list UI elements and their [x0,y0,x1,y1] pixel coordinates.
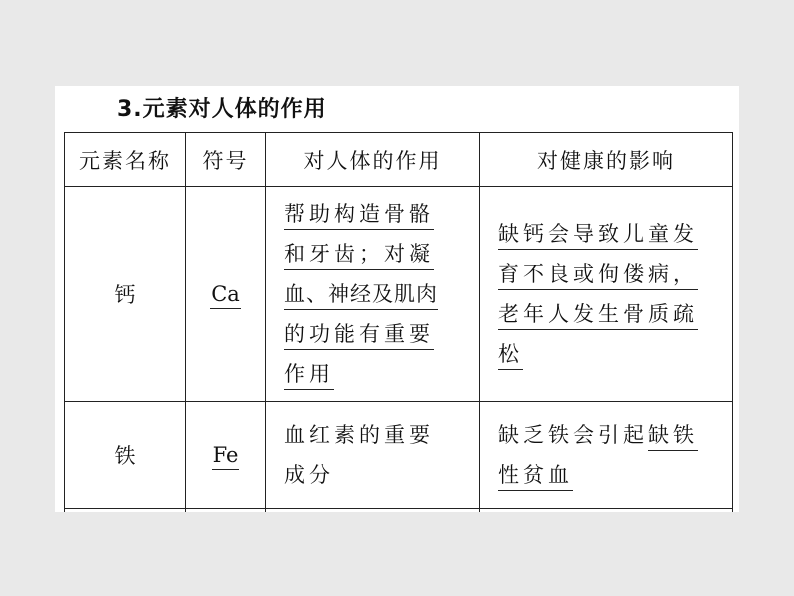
table-row-partial [65,509,733,513]
effect-line: 松 [498,342,523,370]
section-heading: 3.元素对人体的作用 [117,97,327,122]
symbol-cell [186,187,266,402]
effect-cell [480,187,733,402]
effect-text: 缺乏铁会引起 [498,423,648,447]
symbol-cell [186,402,266,509]
effect-line: 缺钙会导致儿童发 [498,222,698,250]
function-line: 的功能有重要 [284,322,434,350]
function-line: 血、神经及肌肉 [284,282,438,310]
function-line: 作用 [284,362,334,390]
element-name-cell [65,402,186,509]
element-symbol: Fe [212,443,240,470]
element-name-cell [65,187,186,402]
effect-line: 老年人发生骨质疏 [498,302,698,330]
effect-underlined-text: 性贫血 [498,463,573,491]
function-line: 帮助构造骨骼 [284,202,434,230]
effect-line: 育不良或佝偻病， [498,262,698,290]
content-card [55,86,739,512]
table-row [65,402,733,509]
header-symbol: 符号 [186,133,266,187]
element-name: 铁 [114,444,136,468]
element-name: 钙 [114,283,136,307]
function-cell [266,402,480,509]
effect-cell [480,402,733,509]
header-element-name: 元素名称 [65,133,186,187]
table-header-row [65,133,733,187]
function-line: 成分 [284,463,334,487]
elements-table [64,132,733,512]
function-line: 和牙齿；对凝 [284,242,434,270]
effect-underlined-text: 缺铁 [648,423,698,451]
function-line: 血红素的重要 [284,423,434,447]
header-health-effect: 对健康的影响 [480,133,733,187]
table-row [65,187,733,402]
function-cell [266,187,480,402]
header-function: 对人体的作用 [266,133,480,187]
element-symbol: Ca [210,282,241,309]
